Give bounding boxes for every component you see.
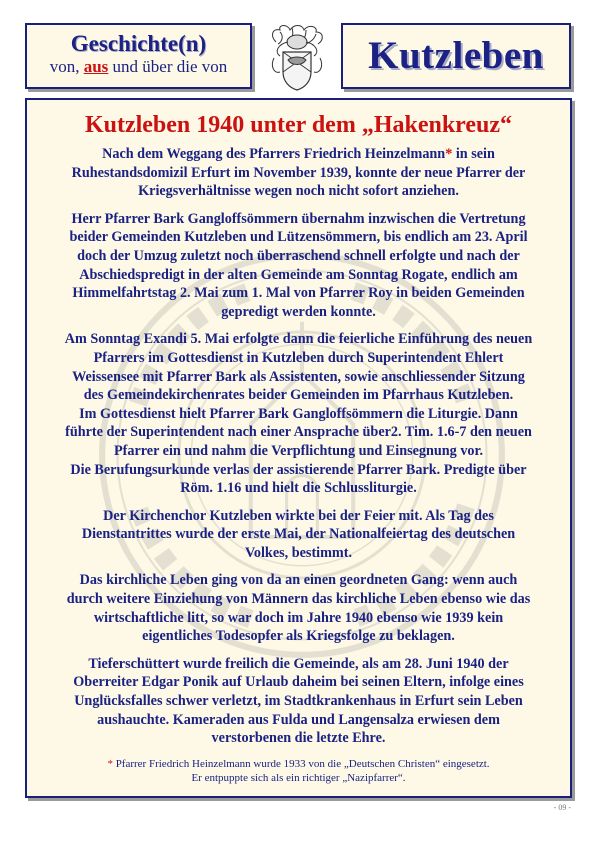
series-subtitle-highlight: aus bbox=[83, 57, 109, 76]
series-subtitle-pre: von, bbox=[49, 57, 84, 76]
series-title: Geschichte(n) bbox=[70, 31, 207, 56]
series-subtitle bbox=[27, 57, 250, 77]
article-title: Kutzleben 1940 unter dem „Hakenkreuz“ bbox=[84, 112, 513, 138]
paragraph-6: Tieferschüttert wurde freilich die Gemeinde, als am 28. Juni 1940 der Oberreiter Edgar Ponik auf Urlaub daheim bei seinen Eltern, infolge eines Unglücksfalles schwer verletzt, im Stadtkrankenhaus in Erfurt sein Leben aushauchte. Kameraden aus Fulda und Langensalza erwiesen dem verstorbenen die letzte Ehre. bbox=[73, 655, 524, 747]
footnote-text-1: Pfarrer Friedrich Heinzelmann wurde 1933 von die „Deutschen Christen“ eingesetzt. bbox=[112, 757, 490, 770]
place-title-box bbox=[341, 23, 571, 89]
footnote-marker: * bbox=[445, 146, 453, 162]
series-title-box bbox=[25, 23, 252, 89]
footnote-line-2: Er entpuppte sich als ein richtiger „Nazipfarrer“. bbox=[191, 771, 406, 784]
coat-of-arms-icon bbox=[266, 22, 328, 94]
place-title: Kutzleben bbox=[368, 34, 544, 77]
paragraph-4: Der Kirchenchor Kutzleben wirkte bei der Feier mit. Als Tag des Dienstantrittes wurde der erste Mai, der Nationalfeiertag des deutschen Volkes, bestimmt. bbox=[81, 507, 516, 561]
article-panel bbox=[25, 98, 572, 798]
paragraph-1-part-b: in sein Ruhestandsdomizil Erfurt im November 1939, konnte der neue Pfarrer der Kriegsverhältnisse wegen noch nicht sofort anziehen. bbox=[71, 146, 526, 200]
page-number: - 09 - bbox=[553, 803, 571, 812]
paragraph-1 bbox=[37, 145, 560, 201]
footnote bbox=[37, 757, 560, 785]
article-content bbox=[27, 100, 570, 785]
paragraph-2: Herr Pfarrer Bark Gangloffsömmern übernahm inzwischen die Vertretung beider Gemeinden Kutzleben und Lützensömmern, bis endlich am 23. April doch der Umzug zuletzt noch überraschend schnell erfolgte und nach der Abschiedspredigt in der alten Gemeinde am Sonntag Rogate, endlich am Himmelfahrtstag 2. Mai zum 1. Mal von Pfarrer Roy in beiden Gemeinden gepredigt werden konnte. bbox=[69, 210, 528, 320]
footnote-star: * bbox=[107, 757, 113, 770]
paragraph-3: Am Sonntag Exandi 5. Mai erfolgte dann die feierliche Einführung des neuen Pfarrers im Gottesdienst in Kutzleben durch Superintendent Ehlert Weissensee mit Pfarrer Bark als Assistenten, sowie anschliessender Sitzung des Gemeindekirchenrates beider Gemeinden im Pfarrhaus Kutzleben. Im Gottesdienst hielt Pfarrer Bark Gangloffsömmern die Liturgie. Dann führte der Superintendent nach einer Ansprache über2. Tim. 1.6-7 den neuen Pfarrer ein und nahm die Verpflichtung und Einsegnung vor. Die Berufungsurkunde verlas der assistierende Pfarrer Bark. Predigte über Röm. 1.16 und hielt die Schlussliturgie. bbox=[64, 331, 533, 497]
series-subtitle-post: und über die von bbox=[108, 57, 228, 76]
paragraph-1-part-a: Nach dem Weggang des Pfarrers Friedrich Heinzelmann bbox=[102, 146, 446, 162]
paragraph-5: Das kirchliche Leben ging von da an einen geordneten Gang: wenn auch durch weitere Einziehung von Männern das kirchliche Leben ebenso wie das wirtschaftliche litt, so war doch im Jahre 1940 ebenso wie 1939 kein eigentliches Todesopfer als Kriegsfolge zu beklagen. bbox=[66, 572, 531, 645]
footnote-line-1 bbox=[37, 757, 560, 771]
